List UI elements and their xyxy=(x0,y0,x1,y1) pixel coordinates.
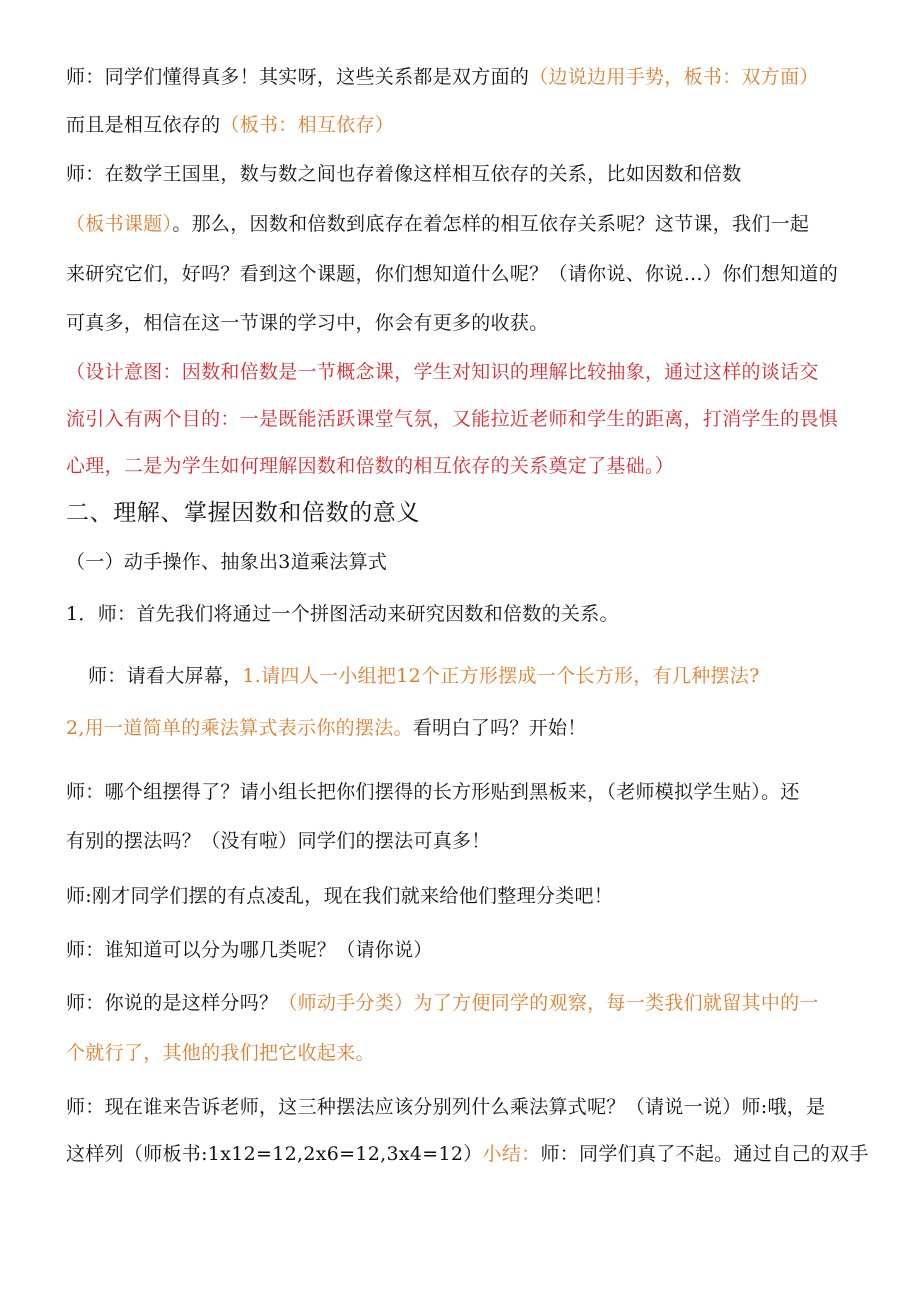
p2-line4: 可真多，相信在这一节课的学习中，你会有更多的收获。 xyxy=(66,312,549,334)
p1-line1 xyxy=(66,66,819,88)
p4-line2: 有别的摆法吗？（没有啦）同学们的摆法可真多！ xyxy=(66,830,491,852)
p1-line2 xyxy=(66,114,394,136)
p3-line2 xyxy=(66,717,587,739)
teacher-speech: 师：请看大屏幕， xyxy=(88,665,243,687)
teacher-speech: 看明白了吗？开始！ xyxy=(412,717,587,739)
screen-instruction: 1.请四人一小组把12个正方形摆成一个长方形，有几种摆法? xyxy=(242,665,760,687)
design-note-line1: （设计意图：因数和倍数是一节概念课，学生对知识的理解比较抽象，通过这样的谈话交 xyxy=(66,361,819,383)
p7-line2: 个就行了，其他的我们把它收起来。 xyxy=(66,1042,375,1064)
teacher-speech: 。那么，因数和倍数到底存在着怎样的相互依存关系呢？这节课，我们一起 xyxy=(172,213,810,235)
stage-note: （边说边用手势，板书：双方面） xyxy=(529,66,819,88)
item-1: 1．师：首先我们将通过一个拼图活动来研究因数和倍数的关系。 xyxy=(66,603,619,625)
p2-line2 xyxy=(66,213,809,235)
stage-note: （板书课题） xyxy=(66,213,173,235)
p5-line1: 师:刚才同学们摆的有点凌乱，现在我们就来给他们整理分类吧！ xyxy=(66,885,614,907)
stage-note: （板书：相互依存） xyxy=(220,114,395,136)
design-note-line3: 心理，二是为学生如何理解因数和倍数的相互依存的关系奠定了基础。） xyxy=(66,455,675,477)
p7-line1 xyxy=(66,992,819,1014)
p4-line1: 师：哪个组摆得了？请小组长把你们摆得的长方形贴到黑板来，（老师模拟学生贴）。还 xyxy=(66,781,800,803)
p2-line1: 师：在数学王国里，数与数之间也存着像这样相互依存的关系，比如因数和倍数 xyxy=(66,163,742,185)
summary-label: 小结： xyxy=(482,1143,541,1165)
board-writing: 这样列（师板书:1x12=12,2x6=12,3x4=12） xyxy=(66,1143,483,1165)
stage-note: （师动手分类）为了方便同学的观察，每一类我们就留其中的一 xyxy=(278,992,819,1014)
screen-instruction: 2,用一道简单的乘法算式表示你的摆法。 xyxy=(66,717,413,739)
subsection-heading: （一）动手操作、抽象出3道乘法算式 xyxy=(66,551,388,573)
teacher-speech: 师：同学们真了不起。通过自己的双手 xyxy=(540,1143,869,1165)
p3-line1 xyxy=(88,665,760,687)
design-note-line2: 流引入有两个目的：一是既能活跃课堂气氛，又能拉近老师和学生的距离，打消学生的畏惧 xyxy=(66,408,839,430)
p8-line1: 师：现在谁来告诉老师，这三种摆法应该分别列什么乘法算式呢？（请说一说）师:哦，是 xyxy=(66,1096,826,1118)
p6-line1: 师：谁知道可以分为哪几类呢？（请你说） xyxy=(66,939,433,961)
section-heading: 二、理解、掌握因数和倍数的意义 xyxy=(66,500,420,526)
p8-line2 xyxy=(66,1143,869,1165)
teacher-speech: 师：同学们懂得真多！其实呀，这些关系都是双方面的 xyxy=(66,66,530,88)
p2-line3: 来研究它们，好吗？看到这个课题，你们想知道什么呢？（请你说、你说…）你们想知道的 xyxy=(66,263,839,285)
teacher-speech: 而且是相互依存的 xyxy=(66,114,221,136)
teacher-speech: 师：你说的是这样分吗？ xyxy=(66,992,279,1014)
